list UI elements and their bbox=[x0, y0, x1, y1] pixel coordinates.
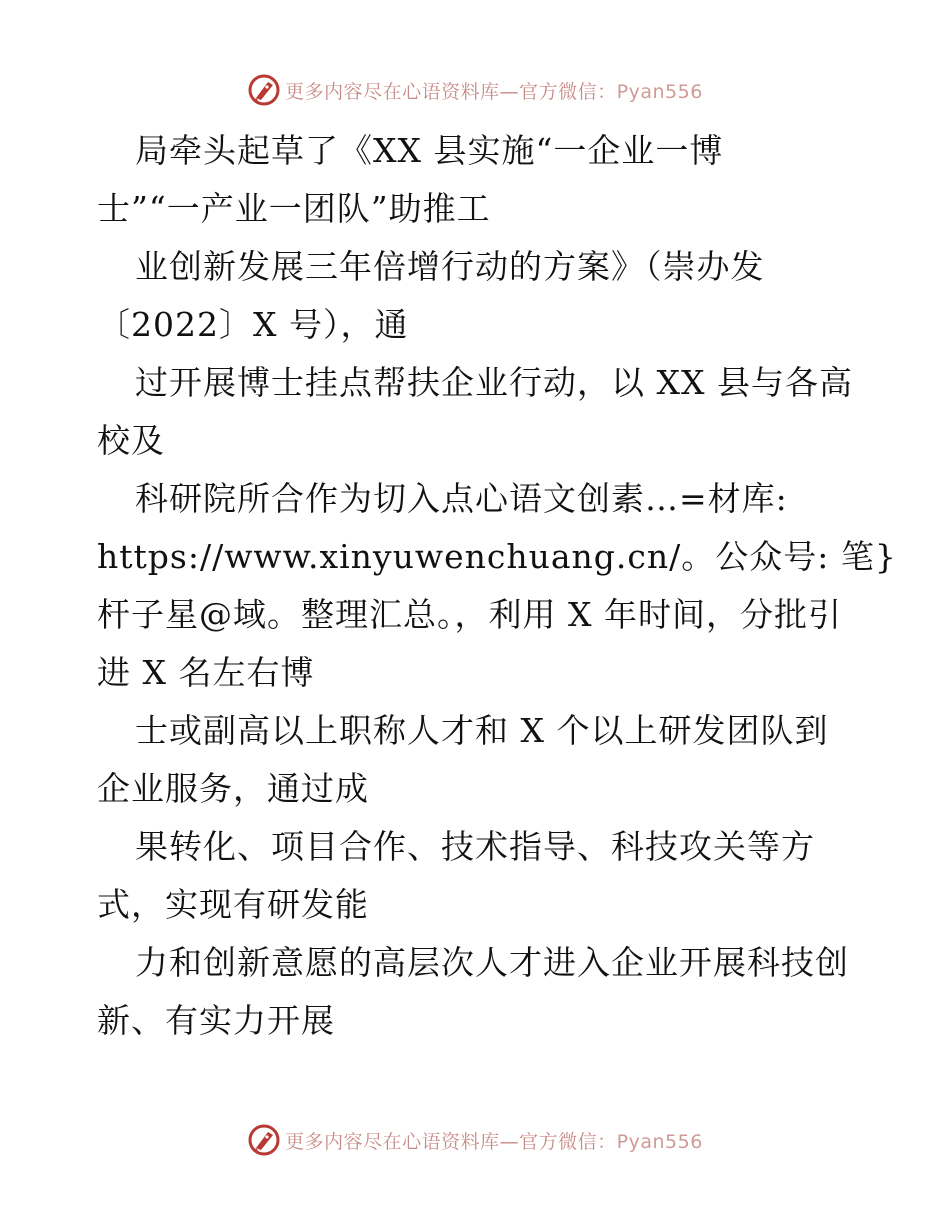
body-line: 〔2022〕X 号），通 bbox=[97, 305, 409, 344]
footer-banner-label: 更多内容尽在心语资料库—官方微信： bbox=[285, 1130, 617, 1153]
footer-banner-handle: Pyan556 bbox=[616, 1130, 703, 1153]
footer-banner-text bbox=[285, 1127, 703, 1154]
body-line: 局牵头起草了《XX 县实施“一企业一博 bbox=[135, 131, 724, 170]
body-line: 过开展博士挂点帮扶企业行动，以 XX 县与各高 bbox=[135, 363, 853, 402]
body-line: 科研院所合作为切入点心语文创素…=材库: bbox=[135, 479, 788, 518]
body-line: 力和创新意愿的高层次人才进入企业开展科技创 bbox=[135, 943, 849, 982]
body-line: 企业服务，通过成 bbox=[97, 769, 369, 808]
pen-nib-logo-icon bbox=[247, 73, 281, 107]
body-line: 士”“一产业一团队”助推工 bbox=[97, 189, 491, 228]
body-line: 式，实现有研发能 bbox=[97, 885, 369, 924]
body-line: 业创新发展三年倍增行动的方案》（崇办发 bbox=[135, 247, 765, 286]
header-banner-handle: Pyan556 bbox=[616, 80, 703, 103]
body-line: https://www.xinyuwenchuang.cn/。公众号: 笔} bbox=[97, 537, 897, 576]
header-banner bbox=[0, 70, 950, 110]
header-banner-text bbox=[285, 77, 703, 104]
body-line: 果转化、项目合作、技术指导、科技攻关等方 bbox=[135, 827, 815, 866]
body-line: 进 X 名左右博 bbox=[97, 653, 315, 692]
body-line: 士或副高以上职称人才和 X 个以上研发团队到 bbox=[135, 711, 829, 750]
document-body bbox=[97, 122, 897, 1050]
body-line: 校及 bbox=[97, 421, 165, 460]
body-line: 杆子星@域。整理汇总。，利用 X 年时间，分批引 bbox=[97, 595, 842, 634]
header-banner-label: 更多内容尽在心语资料库—官方微信： bbox=[285, 80, 617, 103]
footer-banner bbox=[0, 1120, 950, 1160]
body-line: 新、有实力开展 bbox=[97, 1001, 335, 1040]
pen-nib-logo-icon bbox=[247, 1123, 281, 1157]
